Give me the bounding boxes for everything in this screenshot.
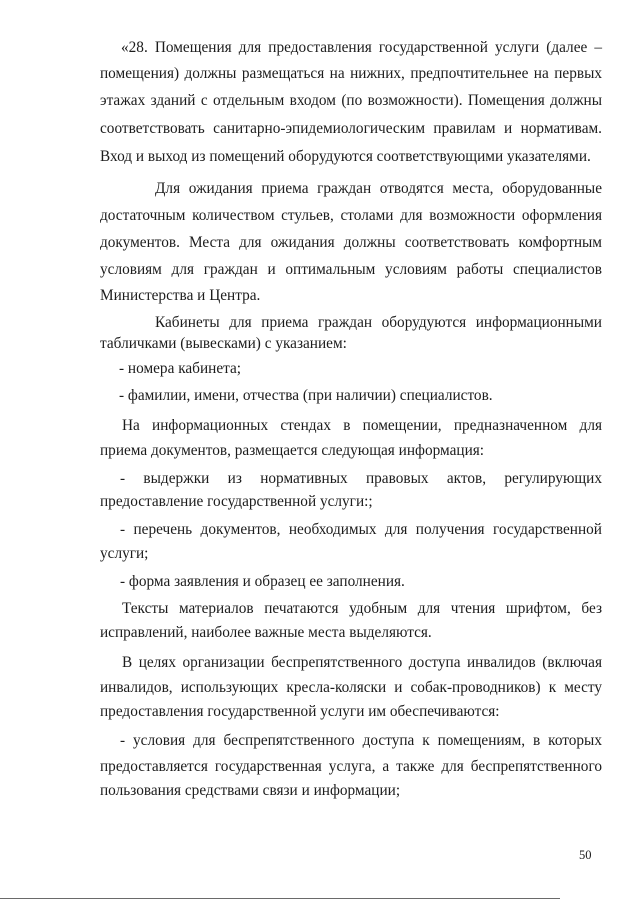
text-line: Министерства и Центра. — [100, 287, 261, 304]
text-line: Кабинеты для приема граждан оборудуются информационными — [155, 314, 602, 331]
list-item: - условия для беспрепятственного доступа к помещениям, в которых — [120, 732, 602, 749]
text-line: достаточным количеством стульев, столами для возможности оформления — [100, 207, 602, 224]
scan-edge-line — [0, 898, 560, 899]
text-line: табличками (вывесками) с указанием: — [100, 335, 347, 352]
text-line: инвалидов, использующих кресла-коляски и собак-проводников) к месту — [100, 679, 602, 696]
list-item: - номера кабинета; — [119, 360, 242, 377]
text-line: предоставления государственной услуги им обеспечиваются: — [100, 703, 500, 720]
text-line: Для ожидания приема граждан отводятся места, оборудованные — [155, 180, 602, 197]
text-line: условиям для граждан и оптимальным условиям работы специалистов — [100, 261, 602, 278]
text-line: помещения) должны размещаться на нижних, предпочтительнее на первых — [100, 65, 602, 82]
list-item: - выдержки из нормативных правовых актов, регулирующих — [120, 470, 602, 487]
text-line: исправлений, наиболее важные места выделяются. — [100, 624, 432, 641]
list-item: - фамилии, имени, отчества (при наличии) специалистов. — [119, 387, 493, 404]
text-line: На информационных стендах в помещении, предназначенном для — [122, 417, 602, 434]
text-line: услуги; — [100, 545, 149, 562]
text-line: этажах зданий с отдельным входом (по возможности). Помещения должны — [100, 92, 602, 109]
text-line: соответствовать санитарно-эпидемиологическим правилам и нормативам. — [100, 120, 602, 137]
page-number: 50 — [579, 848, 592, 862]
text-line: «28. Помещения для предоставления государственной услуги (далее – — [121, 39, 602, 56]
text-line: Тексты материалов печатаются удобным для чтения шрифтом, без — [122, 600, 602, 617]
text-line: предоставляется государственная услуга, а также для беспрепятственного — [100, 758, 602, 775]
text-line: В целях организации беспрепятственного доступа инвалидов (включая — [122, 654, 602, 671]
list-item: - форма заявления и образец ее заполнения. — [120, 573, 405, 590]
text-line: Вход и выход из помещений оборудуются соответствующими указателями. — [100, 148, 591, 165]
text-line: предоставление государственной услуги:; — [100, 493, 373, 510]
text-line: пользования средствами связи и информации; — [100, 782, 401, 799]
list-item: - перечень документов, необходимых для получения государственной — [120, 521, 602, 538]
text-line: приема документов, размещается следующая информация: — [100, 442, 485, 459]
text-line: документов. Места для ожидания должны соответствовать комфортным — [100, 234, 602, 251]
